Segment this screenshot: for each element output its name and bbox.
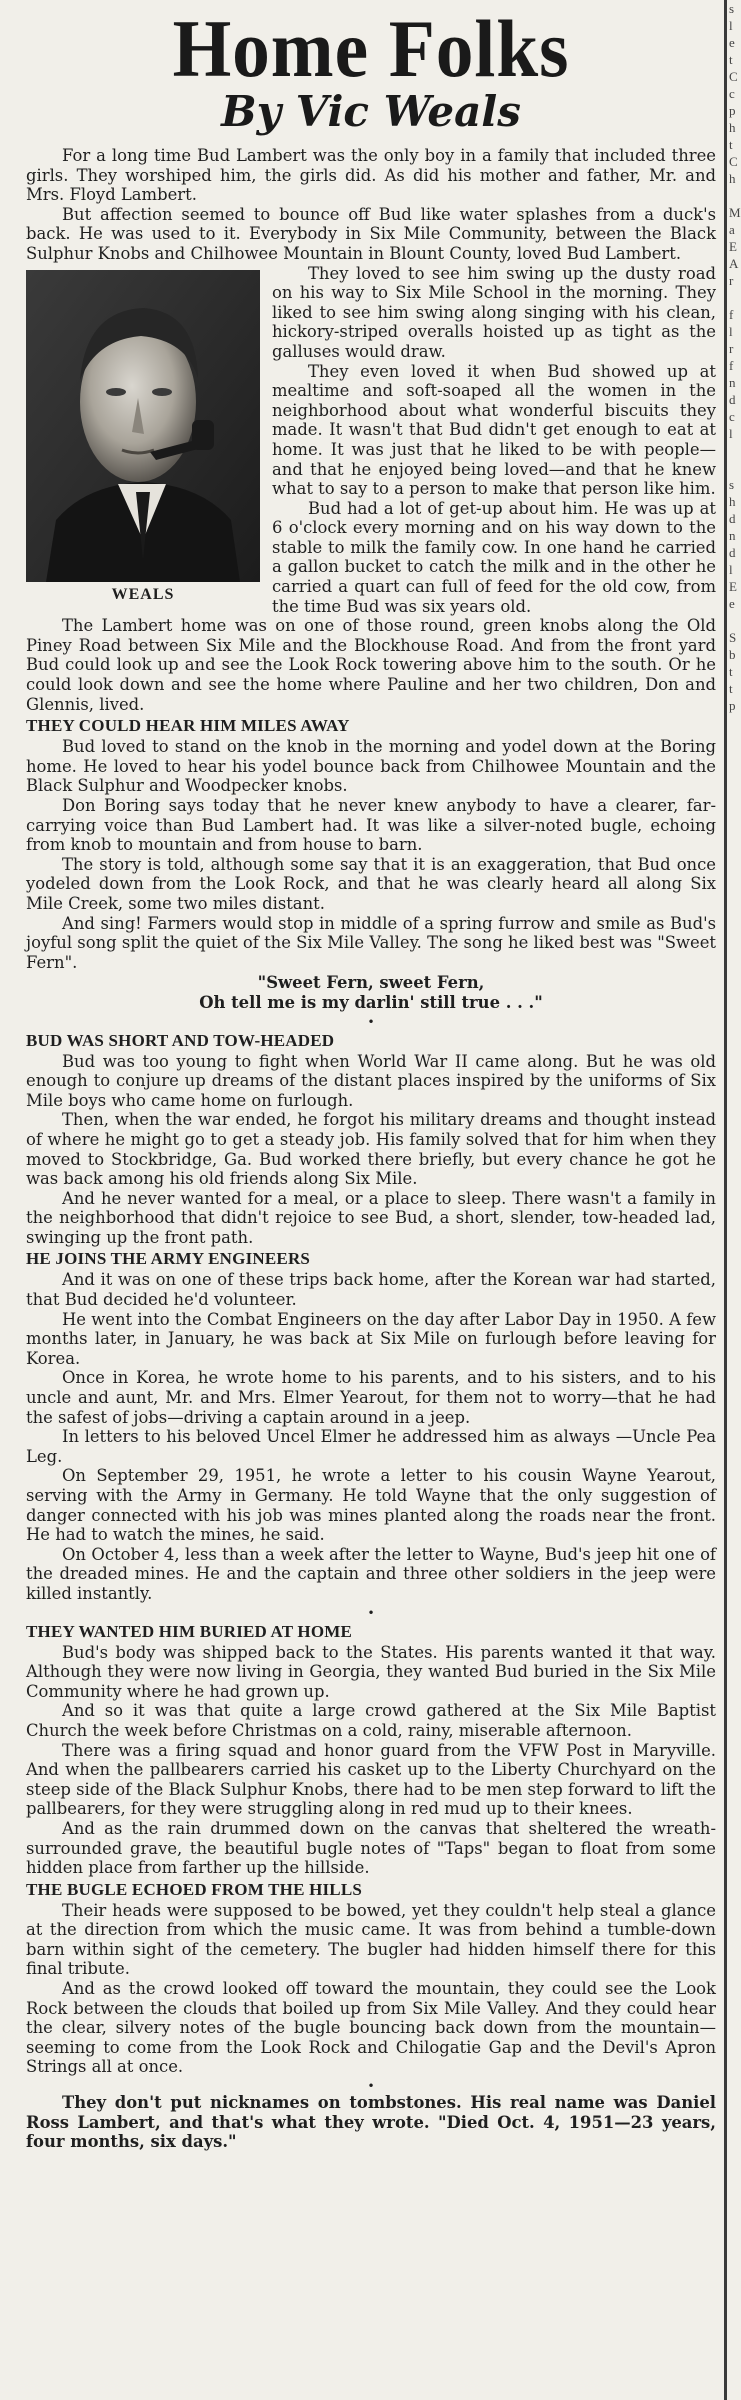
section-heading: THEY COULD HEAR HIM MILES AWAY	[26, 716, 350, 736]
column-rule	[724, 0, 727, 2400]
paragraph: Then, when the war ended, he forgot his military dreams and thought instead of where he might go to get a steady job. His family solved that for him when they moved to Stockbridge, Ga. Bud worked there briefly, but every chance he got he was back among his old friends along Six Mile.	[26, 1110, 716, 1189]
separator-dot: •	[367, 1014, 375, 1029]
paragraph: Bud's body was shipped back to the States. His parents wanted it that way. Although they were now living in Georgia, they wanted Bud buried in the Six Mile Community where he had grown up.	[26, 1642, 716, 1701]
paragraph: And as the rain drummed down on the canvas that sheltered the wreath-surrounded grave, the beautiful bugle notes of "Taps" began to float from some hidden place from farther up the hillside.	[26, 1818, 716, 1878]
paragraph: He went into the Combat Engineers on the day after Labor Day in 1950. A few months later, in January, he was back at Six Mile on furlough before leaving for Korea.	[26, 1309, 716, 1368]
paragraph: And so it was that quite a large crowd gathered at the Six Mile Baptist Church the week before Christmas on a cold, rainy, miserable afternoon.	[26, 1701, 716, 1740]
paragraph: They loved to see him swing up the dusty road on his way to Six Mile School in the morning. They liked to see him swing along singing with his clean, hickory-striped overalls hoisted up as tight as the galluses would draw.	[272, 263, 716, 361]
paragraph: In letters to his beloved Uncel Elmer he addressed him as always —Uncle Pea Leg.	[26, 1427, 716, 1466]
byline: By Vic Weals	[221, 87, 521, 136]
paragraph: The story is told, although some say that it is an exaggeration, that Bud once yodeled down from the Look Rock, and that he was clearly heard all along Six Mile Creek, some two miles distant.	[26, 854, 716, 913]
paragraph: For a long time Bud Lambert was the only boy in a family that included three girls. They worshiped him, the girls did. As did his mother and father, Mr. and Mrs. Floyd Lambert.	[26, 146, 716, 205]
paragraph: The Lambert home was on one of those round, green knobs along the Old Piney Road between Six Mile and the Blockhouse Road. And from the front yard Bud could look up and see the Look Rock towering above him to the south. Or he could look down and see the home where Pauline and her two children, Don and Glennis, lived.	[26, 616, 716, 714]
section-heading: THEY WANTED HIM BURIED AT HOME	[26, 1621, 353, 1641]
section-heading: HE JOINS THE ARMY ENGINEERS	[26, 1249, 311, 1269]
paragraph: Don Boring says today that he never knew anybody to have a clearer, far-carrying voice than Bud Lambert had. It was like a silver-noted bugle, echoing from knob to mountain and from house to barn.	[26, 796, 716, 855]
paragraph: Their heads were supposed to be bowed, yet they couldn't help steal a glance at the direction from which the music came. It was from behind a tumble-down barn within sight of the cemetery. The bugler had hidden himself there for this final tribute.	[26, 1900, 716, 1979]
paragraph: And sing! Farmers would stop in middle of a spring furrow and smile as Bud's joyful song split the quiet of the Six Mile Valley. The song he liked best was "Sweet Fern".	[26, 913, 716, 972]
paragraph: And as the crowd looked off toward the mountain, they could see the Look Rock between the clouds that boiled up from Six Mile Valley. And they could hear the clear, silvery notes of the bugle bouncing back down from the mountain—seeming to come from the Look Rock and Chilogatie Gap and the Devil's Apron Strings all at once.	[26, 1979, 716, 2077]
author-photo-block	[26, 270, 260, 604]
paragraph: Once in Korea, he wrote home to his parents, and to his sisters, and to his uncle and aunt, Mr. and Mrs. Elmer Yearout, for them not to worry—that he had the safest of jobs—driving a captain around in a jeep.	[26, 1368, 716, 1427]
paragraph: There was a firing squad and honor guard from the VFW Post in Maryville. And when the pallbearers carried his casket up to the Liberty Churchyard on the steep side of the Black Sulphur Knobs, there had to be men step forward to lift the pallbearers, for they were struggling along in red mud up to their knees.	[26, 1740, 716, 1819]
song-line: "Sweet Fern, sweet Fern,	[257, 973, 485, 993]
paragraph: On September 29, 1951, he wrote a letter to his cousin Wayne Yearout, serving with the Army in Germany. He told Wayne that the only suggestion of danger connected with his job was mines planted along the roads near the front. He had to watch the mines, he said.	[26, 1466, 716, 1545]
paragraph: And it was on one of these trips back home, after the Korean war had started, that Bud decided he'd volunteer.	[26, 1270, 716, 1310]
separator-dot: •	[367, 1605, 375, 1620]
song-line: Oh tell me is my darlin' still true . . ."	[199, 992, 543, 1012]
paragraph: Bud was too young to fight when World War II came along. But he was old enough to conjure up dreams of the distant places inspired by the uniforms of Six Mile boys who came home on furlough.	[26, 1051, 716, 1110]
section-heading: BUD WAS SHORT AND TOW-HEADED	[26, 1030, 335, 1050]
section-heading: THE BUGLE ECHOED FROM THE HILLS	[26, 1879, 363, 1899]
adjacent-column-edge: s l e t C c p h t C h M a E A r f l r f n d c l s h d n d l E e S b t t p	[729, 1, 741, 713]
article-column	[26, 0, 716, 2152]
paragraph: And he never wanted for a meal, or a place to sleep. There wasn't a family in the neighborhood that didn't rejoice to see Bud, a short, slender, tow-headed lad, swinging up the front path.	[26, 1188, 716, 1247]
paragraph: On October 4, less than a week after the letter to Wayne, Bud's jeep hit one of the dreaded mines. He and the captain and three other soldiers in the jeep were killed instantly.	[26, 1544, 716, 1603]
paragraph: They even loved it when Bud showed up at mealtime and soft-soaped all the women in the neighborhood about what wonderful biscuits they made. It wasn't that Bud didn't get enough to eat at home. It was just that he liked to be with people—and that he enjoyed being loved—and that he knew what to say to a person to make that person like him.	[272, 361, 716, 499]
paragraph: Bud loved to stand on the knob in the morning and yodel down at the Boring home. He loved to hear his yodel bounce back from Chilhowee Mountain and the Black Sulphur and Woodpecker knobs.	[26, 737, 716, 796]
author-portrait-icon	[26, 270, 260, 582]
song-lyric	[26, 973, 716, 1012]
paragraph: But affection seemed to bounce off Bud like water splashes from a duck's back. He was used to it. Everybody in Six Mile Community, between the Black Sulphur Knobs and Chilhowee Mountain in Blount County, loved Bud Lambert.	[26, 204, 716, 263]
separator-dot: •	[367, 2079, 375, 2094]
column-title: Home Folks	[172, 3, 570, 94]
photo-caption: WEALS	[111, 585, 175, 603]
author-photo	[26, 270, 260, 582]
paragraph: Bud had a lot of get-up about him. He was up at 6 o'clock every morning and on his way down to the stable to milk the family cow. In one hand he carried a gallon bucket to catch the milk and in the other he carried a quart can full of feed for the old cow, from the time Bud was six years old.	[272, 498, 716, 616]
closing-paragraph: They don't put nicknames on tombstones. His real name was Daniel Ross Lambert, and that's what they wrote. "Died Oct. 4, 1951—23 years, four months, six days."	[26, 2093, 716, 2152]
